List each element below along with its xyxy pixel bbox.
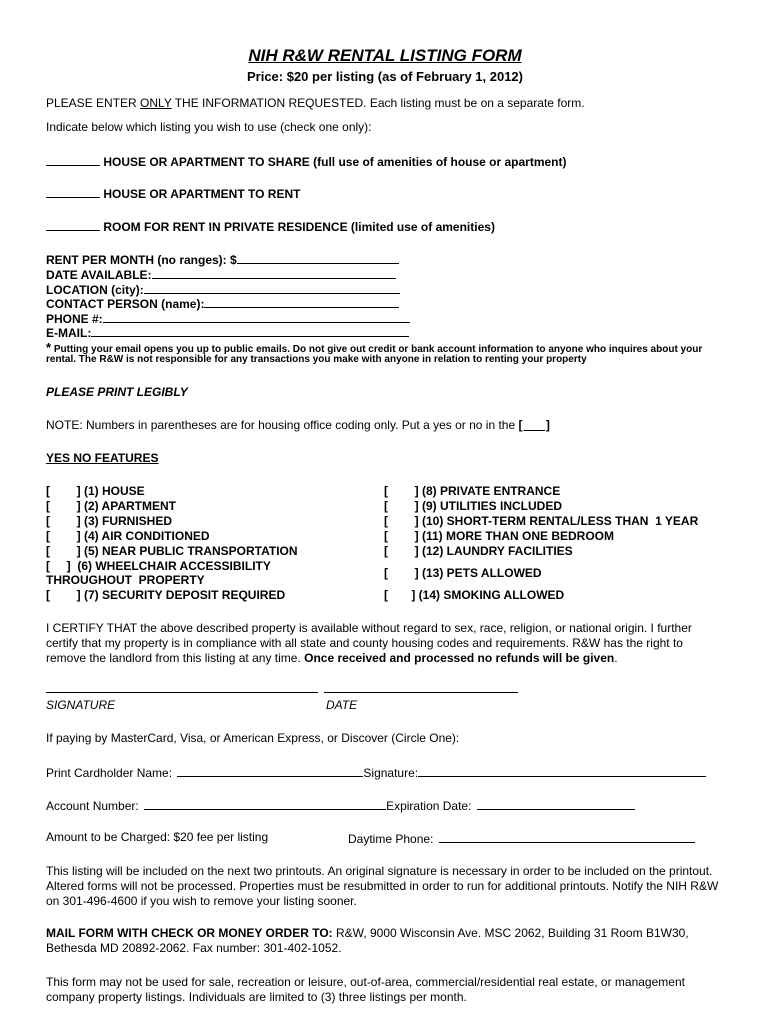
contact-field: CONTACT PERSON (name): bbox=[46, 295, 399, 311]
feature-house[interactable]: [ ] (1) HOUSE bbox=[46, 484, 145, 498]
cardholder-input[interactable] bbox=[177, 764, 363, 777]
expiration-input[interactable] bbox=[477, 797, 635, 810]
check-blank[interactable] bbox=[46, 218, 100, 231]
mail-instructions: MAIL FORM WITH CHECK OR MONEY ORDER TO: R&W, 9000 Wisconsin Ave. MSC 2062, Building 31 Room B1W30, Bethesda MD 20892-2062. Fax number: 301-402-1052. bbox=[46, 926, 689, 955]
feature-smoking[interactable]: [ ] (14) SMOKING ALLOWED bbox=[384, 588, 565, 602]
page-title: NIH R&W RENTAL LISTING FORM bbox=[248, 46, 522, 65]
rent-input[interactable] bbox=[237, 251, 399, 264]
feature-short-term[interactable]: [ ] (10) SHORT-TERM RENTAL/LESS THAN 1 YEAR bbox=[384, 514, 699, 528]
coding-note: NOTE: Numbers in parentheses are for housing office coding only. Put a yes or no in the [ ] bbox=[46, 418, 550, 432]
phone-field: PHONE #: bbox=[46, 310, 410, 326]
feature-utilities[interactable]: [ ] (9) UTILITIES INCLUDED bbox=[384, 499, 562, 513]
signature-line[interactable] bbox=[46, 692, 318, 693]
card-signature-input[interactable] bbox=[418, 764, 706, 777]
date-line[interactable] bbox=[324, 692, 518, 693]
feature-laundry[interactable]: [ ] (12) LAUNDRY FACILITIES bbox=[384, 544, 573, 558]
feature-apartment[interactable]: [ ] (2) APARTMENT bbox=[46, 499, 176, 513]
feature-multi-bedroom[interactable]: [ ] (11) MORE THAN ONE BEDROOM bbox=[384, 529, 615, 543]
phone-input[interactable] bbox=[103, 310, 410, 323]
payment-intro: If paying by MasterCard, Visa, or American Express, or Discover (Circle One): bbox=[46, 731, 460, 745]
date-field: DATE AVAILABLE: bbox=[46, 266, 396, 282]
feature-public-transport[interactable]: [ ] (5) NEAR PUBLIC TRANSPORTATION bbox=[46, 544, 298, 558]
feature-furnished[interactable]: [ ] (3) FURNISHED bbox=[46, 514, 172, 528]
signature-label: SIGNATURE bbox=[46, 698, 116, 712]
date-label: DATE bbox=[326, 698, 358, 712]
date-input[interactable] bbox=[152, 266, 396, 279]
printout-note: This listing will be included on the next two printouts. An original signature is necessary in order to be included on the printout. Altered forms will not be processed. Properties must be resubmitted in order to run for additional printouts. Notify the NIH R&W on 301-496-4600 if you wish to remove your listing sooner. bbox=[46, 864, 719, 908]
check-blank[interactable] bbox=[46, 185, 100, 198]
instruction-line-1: PLEASE ENTER ONLY THE INFORMATION REQUESTED. Each listing must be on a separate form. bbox=[46, 96, 585, 110]
cardholder-field: Print Cardholder Name: Signature: bbox=[46, 764, 706, 780]
account-number-input[interactable] bbox=[144, 797, 386, 810]
features-header: YES NO FEATURES bbox=[46, 451, 159, 465]
rent-field: RENT PER MONTH (no ranges): $ bbox=[46, 251, 399, 267]
feature-wheelchair-cont: THROUGHOUT PROPERTY bbox=[46, 573, 205, 587]
print-legibly-heading: PLEASE PRINT LEGIBLY bbox=[46, 385, 188, 399]
yes-no-bracket: [ ] bbox=[518, 418, 550, 432]
instruction-line-2: Indicate below which listing you wish to use (check one only): bbox=[46, 120, 372, 134]
listing-option-rent: HOUSE OR APARTMENT TO RENT bbox=[46, 185, 300, 201]
feature-security-deposit[interactable]: [ ] (7) SECURITY DEPOSIT REQUIRED bbox=[46, 588, 286, 602]
email-note-line-1: * Putting your email opens you up to public emails. Do not give out credit or bank account information to anyone who inquires about your bbox=[46, 340, 703, 355]
only-emphasis: ONLY bbox=[140, 96, 172, 110]
check-blank[interactable] bbox=[46, 153, 100, 166]
daytime-phone-input[interactable] bbox=[439, 830, 695, 843]
email-note-line-2: rental. The R&W is not responsible for any transactions you make with anyone in relation to renting your property bbox=[46, 354, 587, 365]
certification-paragraph: I CERTIFY THAT the above described property is available without regard to sex, race, religion, or national origin. I further certify that my property is in compliance with all state and county housing codes and requirements. R&W has the right to remove the landlord from this listing at any time. Once received and processed no refunds will be given. bbox=[46, 621, 692, 665]
account-field: Account Number: Expiration Date: bbox=[46, 797, 635, 813]
feature-wheelchair[interactable]: [ ] (6) WHEELCHAIR ACCESSIBILITY bbox=[46, 559, 271, 573]
location-field: LOCATION (city): bbox=[46, 281, 400, 297]
location-input[interactable] bbox=[144, 281, 400, 294]
feature-private-entrance[interactable]: [ ] (8) PRIVATE ENTRANCE bbox=[384, 484, 561, 498]
feature-pets[interactable]: [ ] (13) PETS ALLOWED bbox=[384, 566, 542, 580]
feature-air-conditioned[interactable]: [ ] (4) AIR CONDITIONED bbox=[46, 529, 210, 543]
email-field: E-MAIL: bbox=[46, 324, 409, 340]
email-input[interactable] bbox=[91, 324, 409, 337]
listing-option-share: HOUSE OR APARTMENT TO SHARE (full use of amenities of house or apartment) bbox=[46, 153, 567, 169]
amount-charged: Amount to be Charged: $20 fee per listing bbox=[46, 830, 269, 844]
listing-option-room: ROOM FOR RENT IN PRIVATE RESIDENCE (limited use of amenities) bbox=[46, 218, 495, 234]
footer-note: This form may not be used for sale, recreation or leisure, out-of-area, commercial/residential real estate, or management company property listings. Individuals are limited to (3) three listings per month. bbox=[46, 975, 685, 1004]
daytime-phone-field: Daytime Phone: bbox=[348, 830, 695, 846]
price-subtitle: Price: $20 per listing (as of February 1, 2012) bbox=[246, 69, 523, 84]
contact-input[interactable] bbox=[204, 295, 399, 308]
